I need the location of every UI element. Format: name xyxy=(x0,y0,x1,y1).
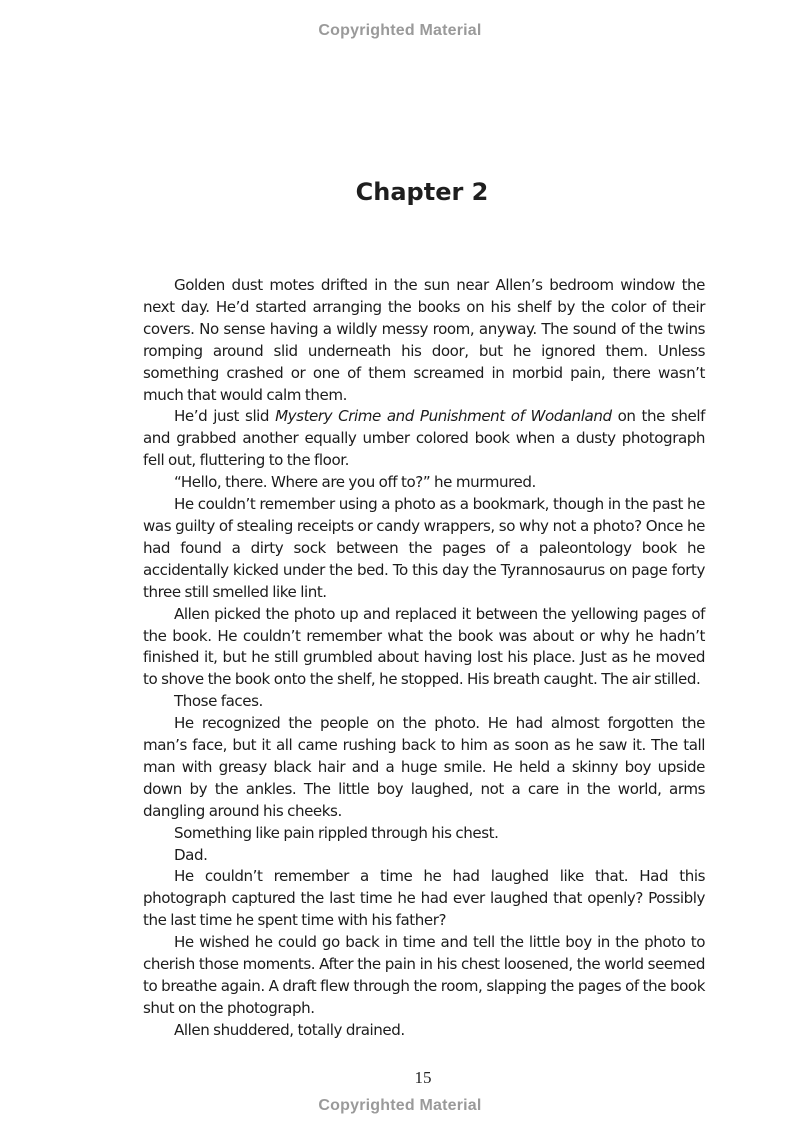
paragraph: Allen picked the photo up and replaced it between the yellowing pages of the book. He couldn’t remember what the book was about or why he hadn’t finished it, but he still grumbled about having lost his place. Just as he moved to shove the book onto the shelf, he stopped. His breath caught. The air stilled. xyxy=(143,604,705,689)
paragraph: He wished he could go back in time and tell the little boy in the photo to cherish those moments. After the pain in his chest loosened, the world seemed to breathe again. A draft flew through the room, slapping the pages of the book shut on the photograph. xyxy=(143,933,705,1017)
copyright-watermark-top: Copyrighted Material xyxy=(318,22,482,39)
paragraph-text: on the shelf and grabbed another equally umber colored book when a dusty photograph fell out, fluttering to the floor. xyxy=(143,407,705,470)
copyright-watermark-bottom: Copyrighted Material xyxy=(318,1097,482,1114)
book-title: Mystery Crime and Punishment of Wodanland xyxy=(275,407,612,426)
paragraph: Golden dust motes drifted in the sun near Allen’s bedroom window the next day. He’d started arranging the books on his shelf by the color of their covers. No sense having a wildly messy room, anyway. The sound of the twins romping around slid underneath his door, but he ignored them. Unless something crashed or one of them screamed in morbid pain, there wasn’t much that would calm them. xyxy=(143,276,705,404)
paragraph: “Hello, there. Where are you off to?” he murmured. xyxy=(174,473,536,492)
paragraph: Something like pain rippled through his chest. xyxy=(174,823,499,842)
chapter-title: Chapter 2 xyxy=(355,178,489,206)
paragraph: Allen shuddered, totally drained. xyxy=(174,1020,405,1039)
paragraph: Dad. xyxy=(174,845,208,864)
paragraph: He recognized the people on the photo. He had almost forgotten the man’s face, but it all came rushing back to him as soon as he saw it. The tall man with greasy black hair and a huge smile. He held a skinny boy upside down by the ankles. The little boy laughed, not a care in the world, arms dangling around his cheeks. xyxy=(143,714,705,820)
paragraph: He couldn’t remember using a photo as a bookmark, though in the past he was guilty of stealing receipts or candy wrappers, so why not a photo? Once he had found a dirty sock between the pages of a paleontology book he accidentally kicked under the bed. To this day the Tyrannosaurus on page forty three still smelled like lint. xyxy=(143,495,705,601)
page-number: 15 xyxy=(414,1068,432,1087)
paragraph: Those faces. xyxy=(174,692,263,711)
paragraph xyxy=(143,406,705,472)
paragraph: He couldn’t remember a time he had laughed like that. Had this photograph captured the last time he had ever laughed that openly? Possibly the last time he spent time with his father? xyxy=(143,867,705,930)
chapter-body xyxy=(143,275,705,1042)
paragraph-text: He’d just slid xyxy=(174,407,276,426)
